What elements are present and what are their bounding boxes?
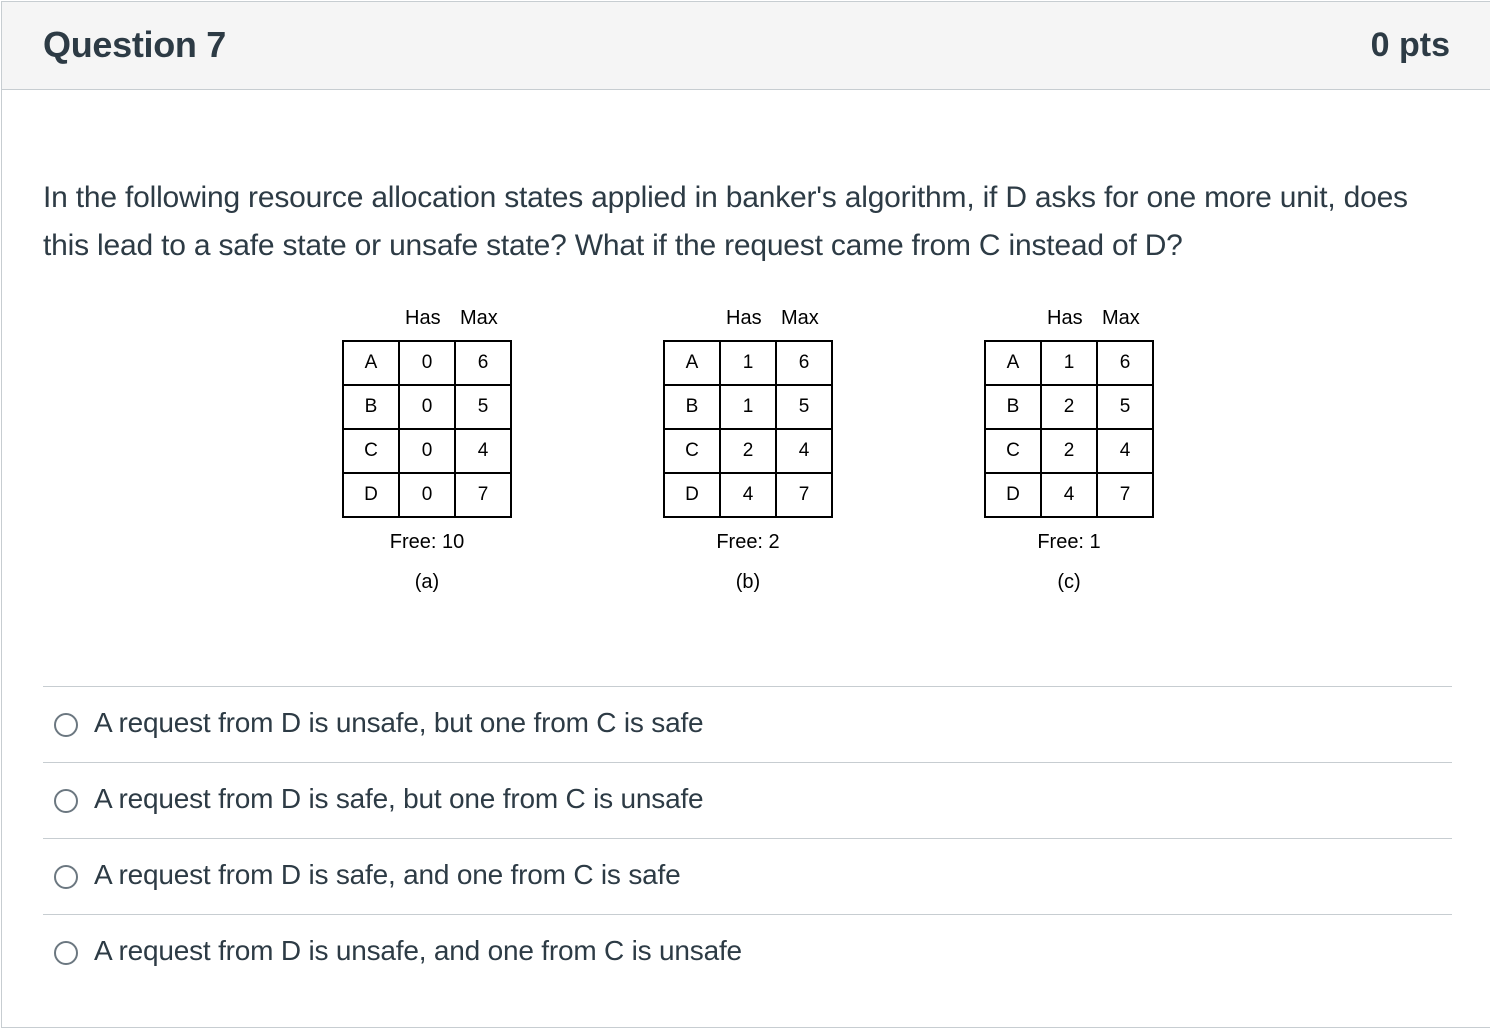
answer-option-4[interactable] <box>43 914 1452 990</box>
answer-label[interactable]: A request from D is unsafe, but one from C is safe <box>94 707 704 738</box>
has-cell: 1 <box>720 341 776 385</box>
proc-cell: B <box>664 385 720 429</box>
state-label: (b) <box>735 571 761 593</box>
table-row <box>664 473 832 517</box>
proc-cell: A <box>343 341 399 385</box>
question-text: In the following resource allocation states applied in banker's algorithm, if D asks for one more unit, does this lead to a safe state or unsafe state? What if the request came from C instead of D? <box>43 181 1408 262</box>
answer-label[interactable]: A request from D is unsafe, and one from C is unsafe <box>94 935 742 966</box>
answer-label[interactable]: A request from D is safe, but one from C is unsafe <box>94 783 704 814</box>
has-cell: 0 <box>399 385 455 429</box>
max-header: Max <box>781 307 819 329</box>
proc-cell: C <box>343 429 399 473</box>
answer-list <box>43 686 1452 990</box>
has-cell: 1 <box>1041 341 1097 385</box>
max-cell: 5 <box>1097 385 1153 429</box>
radio-button[interactable] <box>54 941 78 965</box>
max-cell: 6 <box>455 341 511 385</box>
proc-cell: D <box>343 473 399 517</box>
state-c-table <box>984 340 1154 518</box>
max-cell: 5 <box>455 385 511 429</box>
has-cell: 0 <box>399 341 455 385</box>
max-cell: 4 <box>455 429 511 473</box>
has-cell: 0 <box>399 429 455 473</box>
has-cell: 2 <box>1041 429 1097 473</box>
state-label: (c) <box>1057 571 1081 593</box>
table-row <box>343 341 511 385</box>
max-cell: 6 <box>776 341 832 385</box>
has-header: Has <box>1047 307 1083 329</box>
proc-cell: A <box>664 341 720 385</box>
question-card <box>1 1 1490 1028</box>
has-cell: 4 <box>720 473 776 517</box>
has-header: Has <box>726 307 762 329</box>
radio-button[interactable] <box>54 713 78 737</box>
max-cell: 4 <box>1097 429 1153 473</box>
max-cell: 5 <box>776 385 832 429</box>
table-row <box>343 429 511 473</box>
free-count: Free: 2 <box>716 531 780 553</box>
table-row <box>343 473 511 517</box>
has-cell: 0 <box>399 473 455 517</box>
max-cell: 7 <box>776 473 832 517</box>
free-count: Free: 10 <box>389 531 465 553</box>
table-row <box>664 385 832 429</box>
answer-label[interactable]: A request from D is safe, and one from C is safe <box>94 859 681 890</box>
max-header: Max <box>460 307 498 329</box>
max-cell: 7 <box>455 473 511 517</box>
state-a-table <box>342 340 512 518</box>
question-header <box>2 2 1490 90</box>
free-count: Free: 1 <box>1037 531 1101 553</box>
has-cell: 4 <box>1041 473 1097 517</box>
state-label: (a) <box>414 571 440 593</box>
max-header: Max <box>1102 307 1140 329</box>
answer-option-3[interactable] <box>43 838 1452 914</box>
proc-cell: C <box>985 429 1041 473</box>
has-cell: 1 <box>720 385 776 429</box>
question-title: Question 7 <box>43 24 227 65</box>
max-cell: 6 <box>1097 341 1153 385</box>
radio-button[interactable] <box>54 865 78 889</box>
question-points: 0 pts <box>1370 26 1450 64</box>
table-row <box>985 341 1153 385</box>
has-header: Has <box>405 307 441 329</box>
state-b-table <box>663 340 833 518</box>
proc-cell: C <box>664 429 720 473</box>
proc-cell: B <box>985 385 1041 429</box>
answer-option-1[interactable] <box>43 686 1452 762</box>
table-row <box>343 385 511 429</box>
table-row <box>985 385 1153 429</box>
table-row <box>985 473 1153 517</box>
proc-cell: D <box>985 473 1041 517</box>
has-cell: 2 <box>1041 385 1097 429</box>
answer-option-2[interactable] <box>43 762 1452 838</box>
max-cell: 7 <box>1097 473 1153 517</box>
max-cell: 4 <box>776 429 832 473</box>
table-row <box>664 429 832 473</box>
proc-cell: D <box>664 473 720 517</box>
has-cell: 2 <box>720 429 776 473</box>
proc-cell: B <box>343 385 399 429</box>
table-row <box>664 341 832 385</box>
radio-button[interactable] <box>54 789 78 813</box>
table-row <box>985 429 1153 473</box>
proc-cell: A <box>985 341 1041 385</box>
